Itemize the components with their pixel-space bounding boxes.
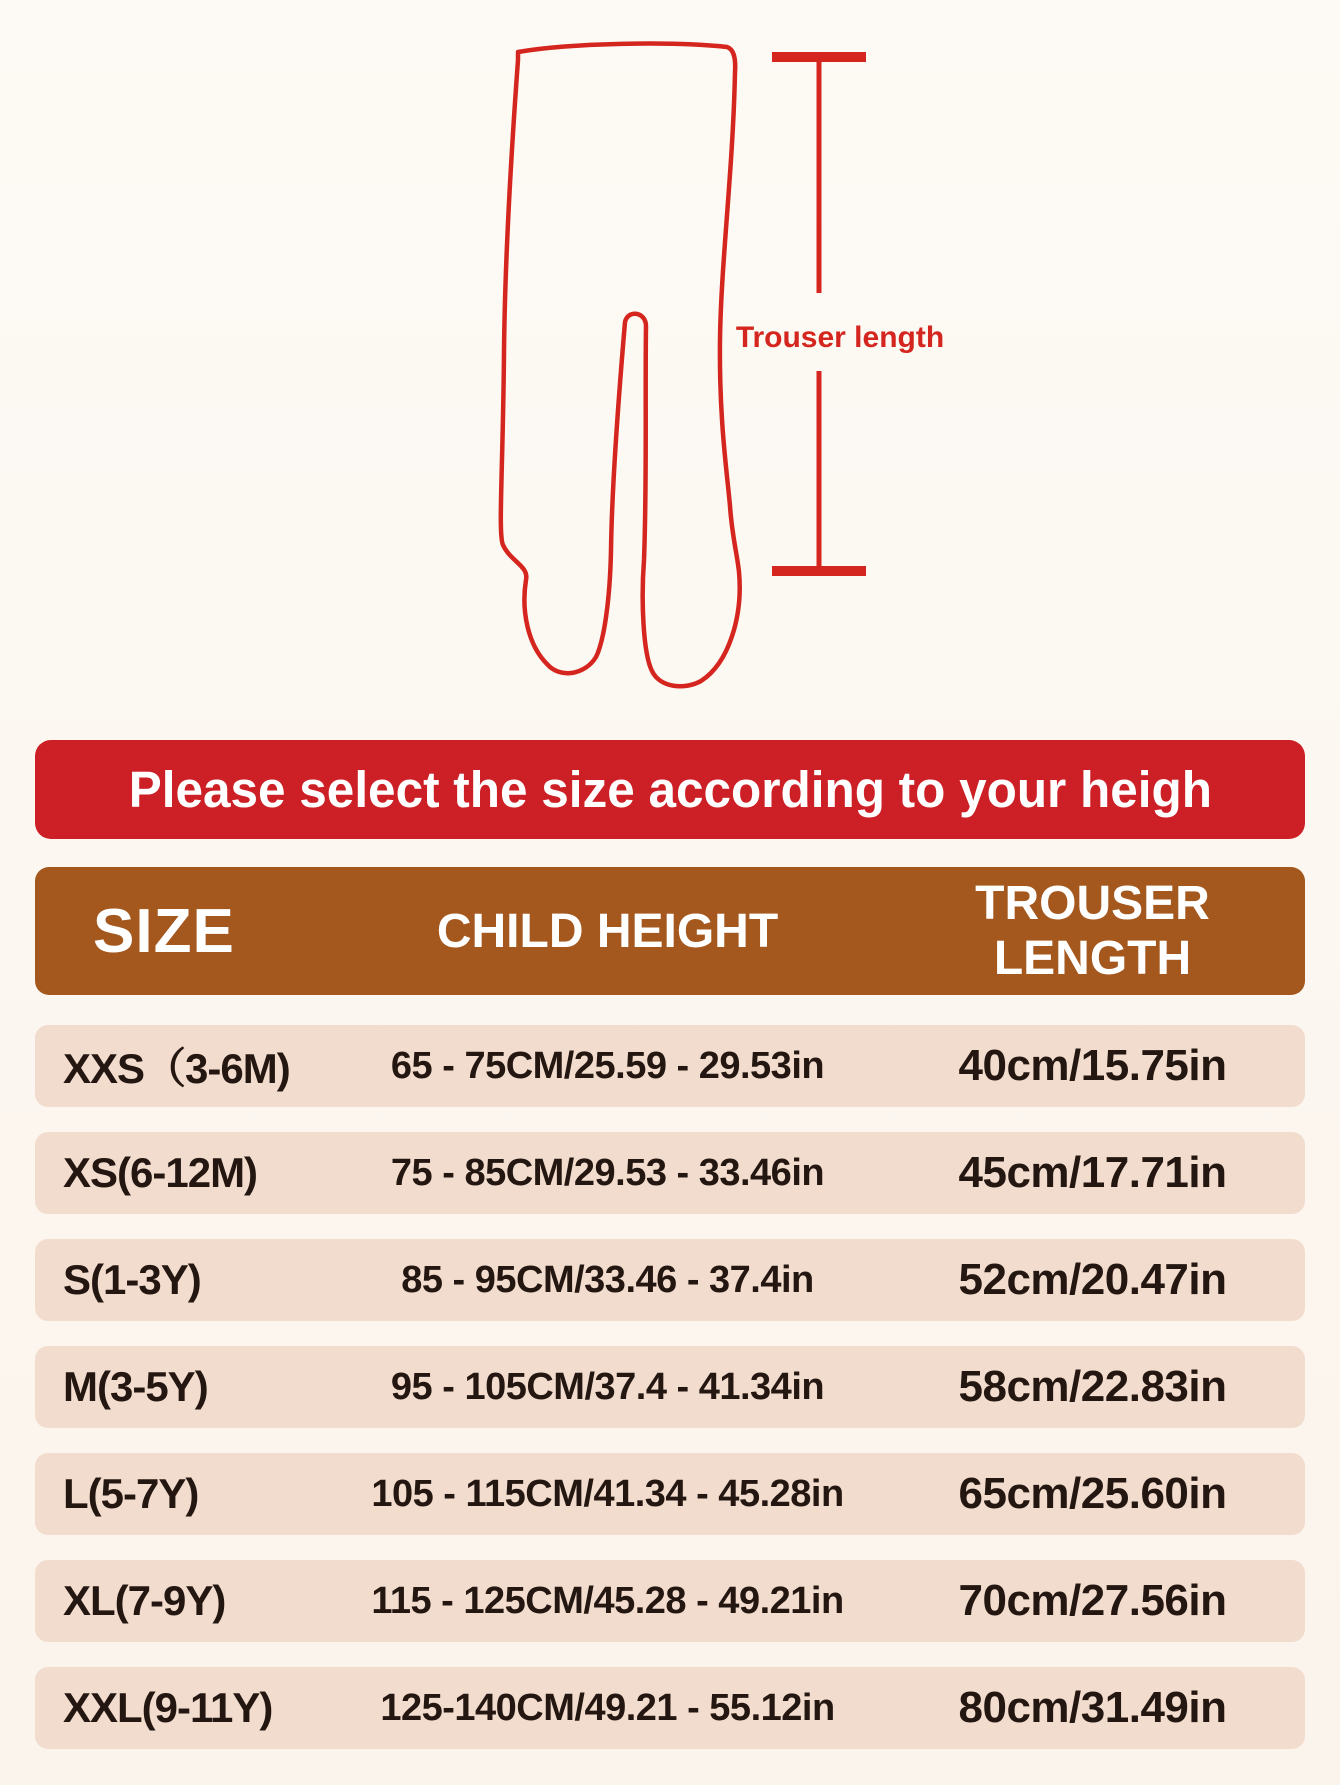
size-cell: XXS（3-6M) — [63, 1045, 290, 1092]
child-height-cell: 65 - 75CM/25.59 - 29.53in — [390, 1044, 825, 1087]
table-row — [35, 1667, 1305, 1749]
child-height-cell: 125-140CM/49.21 - 55.12in — [380, 1686, 835, 1729]
size-cell: M(3-5Y) — [63, 1363, 208, 1410]
size-cell: S(1-3Y) — [63, 1256, 201, 1303]
child-height-cell: 75 - 85CM/29.53 - 33.46in — [390, 1151, 825, 1194]
header-child-height: CHILD HEIGHT — [436, 904, 779, 958]
table-row — [35, 1560, 1305, 1642]
size-instruction-banner — [35, 740, 1305, 839]
child-height-cell: 105 - 115CM/41.34 - 45.28in — [371, 1472, 844, 1515]
trouser-length-measure-line — [772, 57, 866, 571]
size-guide-illustration — [0, 0, 1340, 740]
trouser-length-cell: 70cm/27.56in — [958, 1576, 1227, 1625]
child-height-cell: 115 - 125CM/45.28 - 49.21in — [371, 1579, 844, 1622]
size-cell: XXL(9-11Y) — [63, 1684, 273, 1731]
table-row — [35, 1025, 1305, 1107]
size-cell: XS(6-12M) — [63, 1149, 258, 1196]
tights-diagram — [0, 0, 1340, 740]
table-row — [35, 1239, 1305, 1321]
trouser-length-cell: 52cm/20.47in — [958, 1255, 1227, 1304]
table-row — [35, 1132, 1305, 1214]
child-height-cell: 85 - 95CM/33.46 - 37.4in — [401, 1258, 814, 1301]
tights-outline-drawing — [501, 44, 740, 687]
header-size: SIZE — [93, 896, 235, 966]
size-cell: XL(7-9Y) — [63, 1577, 226, 1624]
table-row — [35, 1346, 1305, 1428]
trouser-length-cell: 65cm/25.60in — [958, 1469, 1227, 1518]
size-table-body — [35, 1025, 1305, 1749]
table-row — [35, 1453, 1305, 1535]
trouser-length-cell: 45cm/17.71in — [958, 1148, 1227, 1197]
header-trouser-length: TROUSER LENGTH — [975, 877, 1210, 985]
trouser-length-cell: 80cm/31.49in — [958, 1683, 1227, 1732]
size-table-header — [35, 867, 1305, 995]
child-height-cell: 95 - 105CM/37.4 - 41.34in — [390, 1365, 825, 1408]
banner-title: Please select the size according to your heigh — [128, 761, 1212, 818]
trouser-length-cell: 40cm/15.75in — [958, 1041, 1227, 1090]
size-cell: L(5-7Y) — [63, 1470, 199, 1517]
trouser-length-label: Trouser length — [735, 321, 945, 354]
trouser-length-cell: 58cm/22.83in — [958, 1362, 1227, 1411]
